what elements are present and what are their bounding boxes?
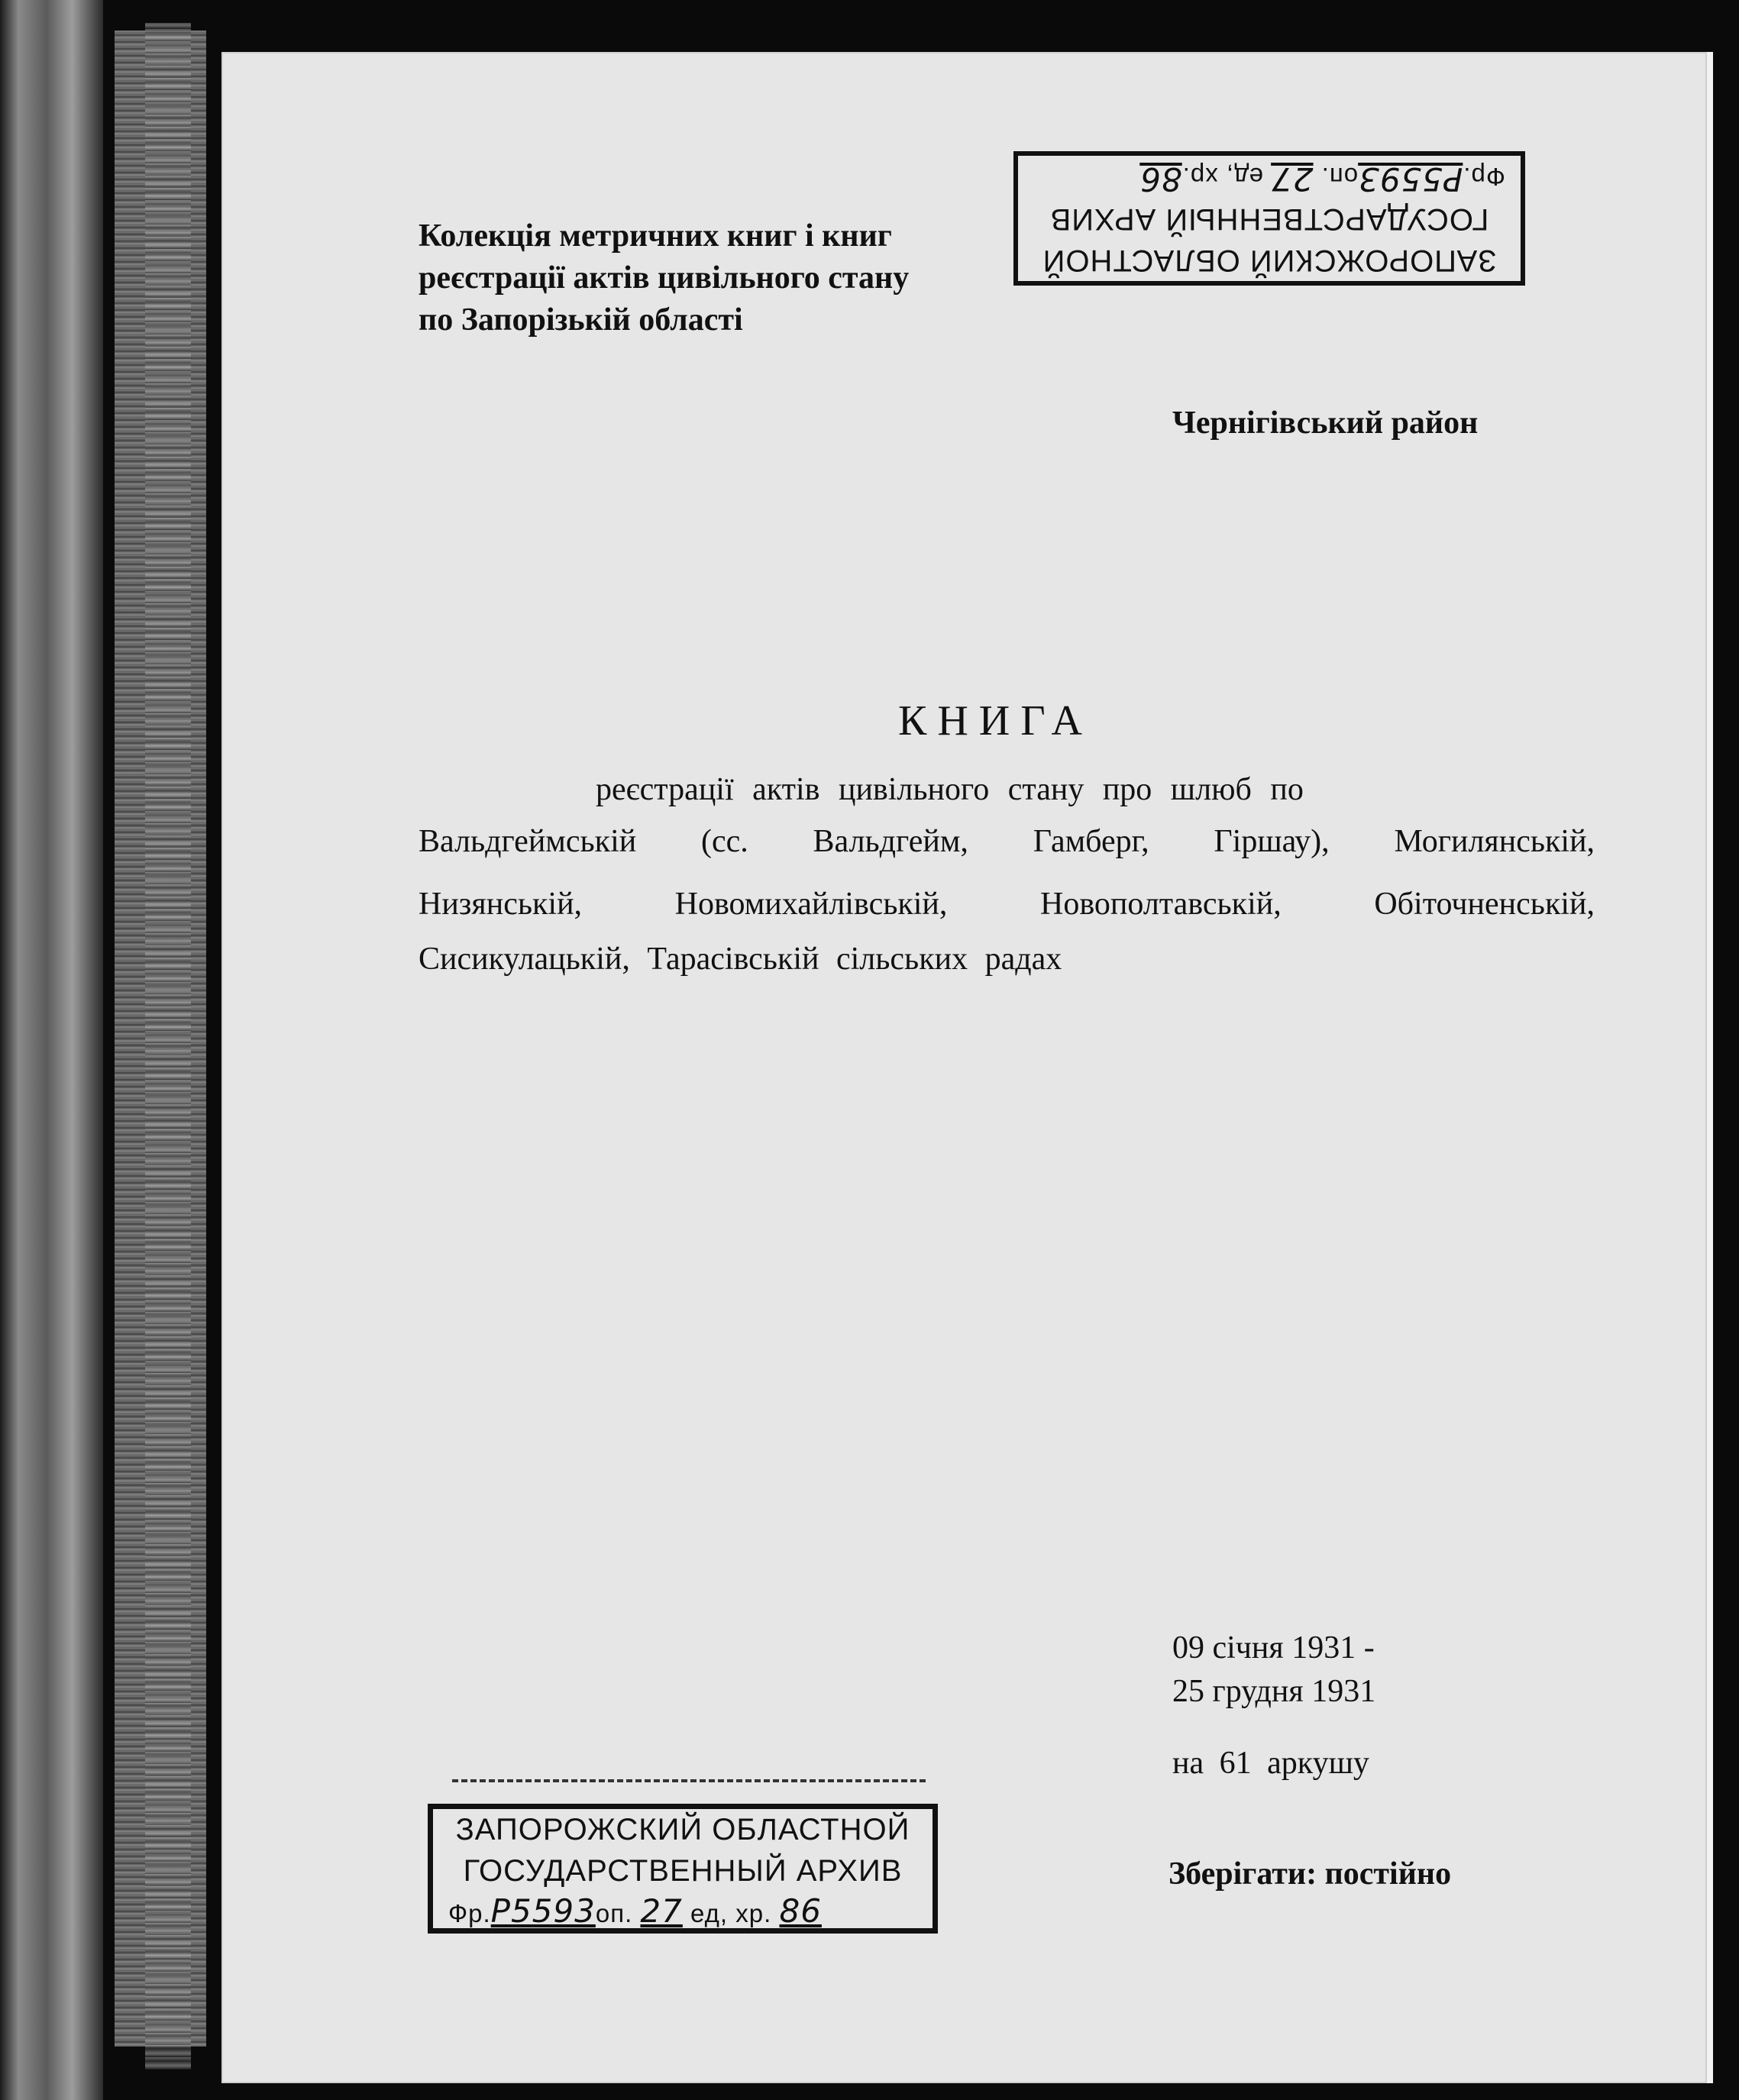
- book-subtitle: реєстрації актів цивільного стану про шлюб по: [596, 772, 1304, 807]
- stamp-bottom-line-1: ЗАПОРОЖСКИЙ ОБЛАСТНОЙ: [455, 1813, 910, 1846]
- stamp-top-reference: [1018, 157, 1521, 199]
- stamp-top-item: 86: [1139, 160, 1182, 198]
- stamp-top-ed-label: ед, хр.: [1181, 163, 1263, 191]
- retention-note: Зберігати: постійно: [1168, 1856, 1452, 1892]
- dashed-divider: [452, 1779, 926, 1782]
- council-line-1: [419, 823, 1595, 860]
- district-label: Чернігівський район: [1172, 405, 1479, 441]
- document-page: [221, 52, 1707, 2083]
- council-word: Могилянській,: [1394, 824, 1595, 859]
- council-line-2: [419, 886, 1595, 922]
- book-spine: [0, 0, 103, 2100]
- collection-line-1: Колекція метричних книг і книг: [419, 218, 892, 254]
- stamp-top-op-label: оп.: [1320, 163, 1359, 191]
- binding-edge: [145, 23, 191, 2069]
- collection-line-3: по Запорізькій області: [419, 302, 743, 338]
- council-word: Вальдгейм,: [813, 824, 968, 859]
- stamp-top-fond-prefix: Фр.: [1463, 163, 1505, 191]
- stamp-bottom-op: 27: [640, 1892, 683, 1930]
- stamp-bottom-reference: [433, 1892, 933, 1934]
- stamp-bottom-ed-label: ед, хр.: [690, 1899, 772, 1927]
- council-word: (сс.: [701, 824, 748, 859]
- book-title: КНИГА: [898, 697, 1093, 745]
- council-word: Вальдгеймській: [419, 824, 637, 859]
- council-word: Новомихайлівській,: [674, 887, 948, 922]
- council-word: Гіршау),: [1214, 824, 1330, 859]
- stamp-top-op: 27: [1271, 160, 1314, 198]
- stamp-bottom-item: 86: [779, 1892, 822, 1930]
- council-word: Гамберг,: [1033, 824, 1149, 859]
- council-word: Низянській,: [419, 887, 583, 922]
- page-edge: [1707, 52, 1713, 2083]
- council-word: Обіточненській,: [1374, 887, 1595, 922]
- stamp-top-fond: Р5593: [1358, 160, 1463, 198]
- date-start: 09 січня 1931 -: [1172, 1630, 1375, 1665]
- stamp-bottom-line-2: ГОСУДАРСТВЕННЫЙ АРХИВ: [463, 1854, 903, 1888]
- archive-stamp-bottom: [428, 1804, 938, 1934]
- stamp-bottom-op-label: оп.: [595, 1899, 633, 1927]
- stamp-top-line-2: ГОСУДАРСТВЕННЫЙ АРХИВ: [1049, 202, 1489, 236]
- collection-line-2: реєстрації актів цивільного стану: [419, 260, 910, 296]
- council-line-3: Сисикулацькій, Тарасівській сільських радах: [419, 942, 1062, 977]
- date-end: 25 грудня 1931: [1172, 1674, 1376, 1709]
- stamp-bottom-fond: Р5593: [490, 1892, 596, 1930]
- stamp-bottom-fond-prefix: Фр.: [448, 1899, 491, 1927]
- sheet-count: на 61 аркушу: [1172, 1746, 1369, 1781]
- collection-heading: [419, 215, 909, 341]
- date-range: [1172, 1627, 1375, 1714]
- stamp-top-line-1: ЗАПОРОЖСКИЙ ОБЛАСТНОЙ: [1042, 244, 1497, 277]
- archive-stamp-top: [1013, 151, 1525, 286]
- council-word: Новополтавській,: [1040, 887, 1282, 922]
